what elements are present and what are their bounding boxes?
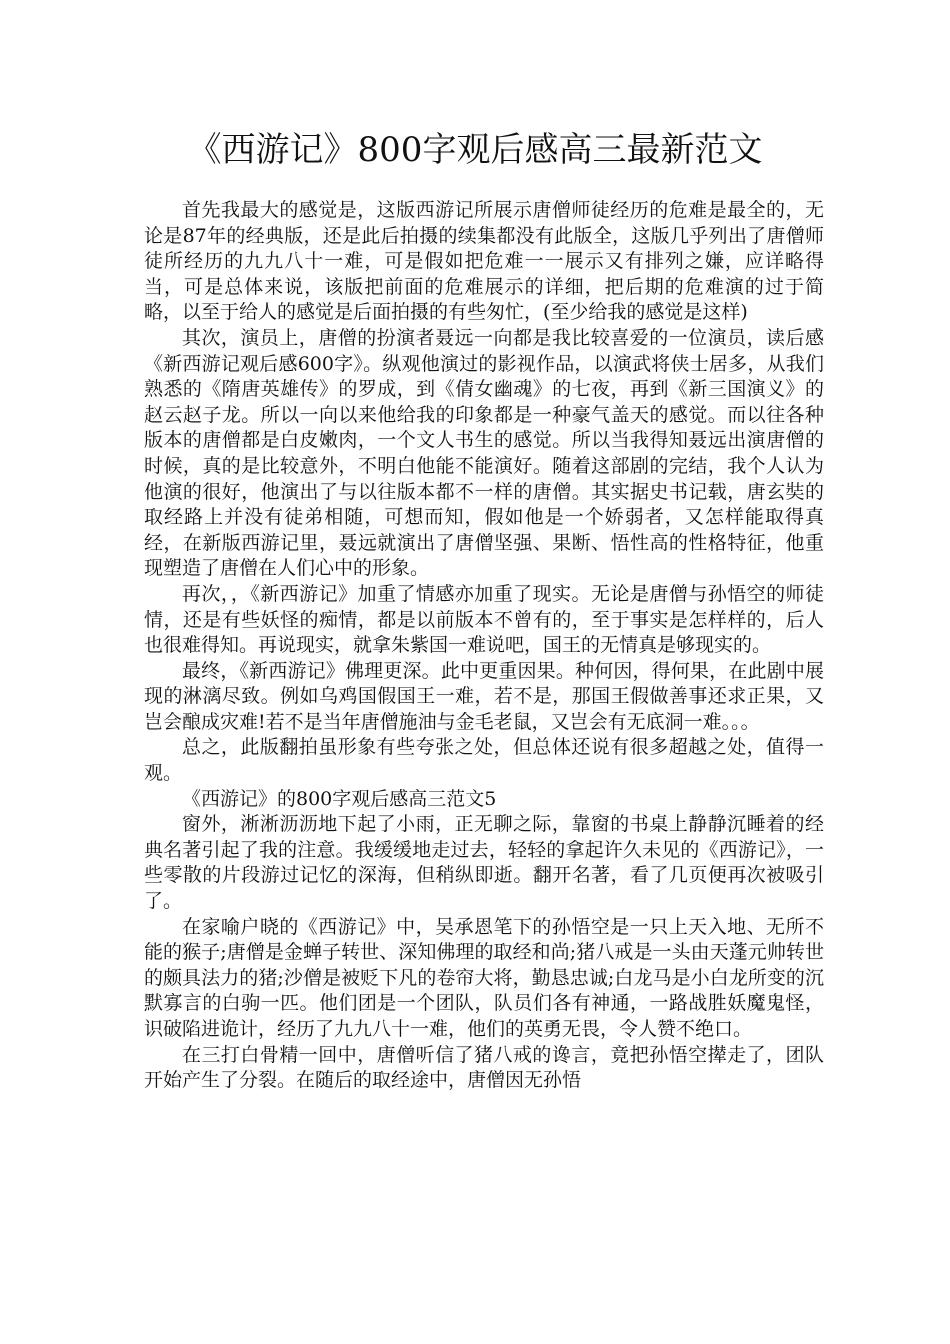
paragraph: 总之，此版翻拍虽形象有些夸张之处，但总体还说有很多超越之处，值得一观。 <box>144 736 824 785</box>
paragraph: 最终，《新西游记》佛理更深。此中更重因果。种何因，得何果，在此剧中展现的淋漓尽致。例如乌鸡国假国王一难，若不是，那国王假做善事还求正果，又岂会酿成灾难!若不是当年唐僧施油与金毛老鼠，又岂会有无底洞一难。。。 <box>144 659 824 733</box>
document-body <box>144 198 824 1094</box>
paragraph: 窗外，淅淅沥沥地下起了小雨，正无聊之际，靠窗的书桌上静静沉睡着的经典名著引起了我的注意。我缓缓地走过去，轻轻的拿起许久未见的《西游记》，一些零散的片段游过记忆的深海，但稍纵即逝。翻开名著，看了几页便再次被吸引了。 <box>144 813 824 913</box>
paragraph: 在家喻户晓的《西游记》中，吴承恩笔下的孙悟空是一只上天入地、无所不能的猴子;唐僧是金蝉子转世、深知佛理的取经和尚;猪八戒是一头由天蓬元帅转世的颇具法力的猪;沙僧是被贬下凡的卷帘大将，勤恳忠诚;白龙马是小白龙所变的沉默寡言的白驹一匹。他们团是一个团队，队员们各有神通，一路战胜妖魔鬼怪，识破陷进诡计，经历了九九八十一难，他们的英勇无畏，令人赞不绝口。 <box>144 915 824 1040</box>
paragraph: 首先我最大的感觉是，这版西游记所展示唐僧师徒经历的危难是最全的，无论是87年的经典版，还是此后拍摄的续集都没有此版全，这版几乎列出了唐僧师徒所经历的九九八十一难，可是假如把危难一一展示又有排列之嫌，应详略得当，可是总体来说，该版把前面的危难展示的详细，把后期的危难演的过于简略，以至于给人的感觉是后面拍摄的有些匆忙，(至少给我的感觉是这样) <box>144 199 824 324</box>
paragraph: 再次，，《新西游记》加重了情感亦加重了现实。无论是唐僧与孙悟空的师徒情，还是有些妖怪的痴情，都是以前版本不曾有的，至于事实是怎样样的，后人也很难得知。再说现实，就拿朱紫国一难说吧，国王的无情真是够现实的。 <box>144 582 824 657</box>
section-heading: 《西游记》的800字观后感高三范文5 <box>182 787 497 810</box>
document-title: 《西游记》800字观后感高三最新范文 <box>187 130 763 170</box>
paragraph: 其次，演员上，唐僧的扮演者聂远一向都是我比较喜爱的一位演员，读后感《新西游记观后感600字》。纵观他演过的影视作品，以演武将侠士居多，从我们熟悉的《隋唐英雄传》的罗成，到《倩女幽魂》的七夜，再到《新三国演义》的赵云赵子龙。所以一向以来他给我的印象都是一种豪气盖天的感觉。而以往各种版本的唐僧都是白皮嫩肉，一个文人书生的感觉。所以当我得知聂远出演唐僧的时候，真的是比较意外，不明白他能不能演好。随着这部剧的完结，我个人认为他演的很好，他演出了与以往版本都不一样的唐僧。其实据史书记载，唐玄奘的取经路上并没有徒弟相随，可想而知，假如他是一个娇弱者，又怎样能取得真经，在新版西游记里，聂远就演出了唐僧坚强、果断、悟性高的性格特征，他重现塑造了唐僧在人们心中的形象。 <box>144 326 824 580</box>
paragraph: 在三打白骨精一回中，唐僧听信了猪八戒的谗言，竟把孙悟空撵走了，团队开始产生了分裂。在随后的取经途中，唐僧因无孙悟 <box>144 1043 824 1092</box>
